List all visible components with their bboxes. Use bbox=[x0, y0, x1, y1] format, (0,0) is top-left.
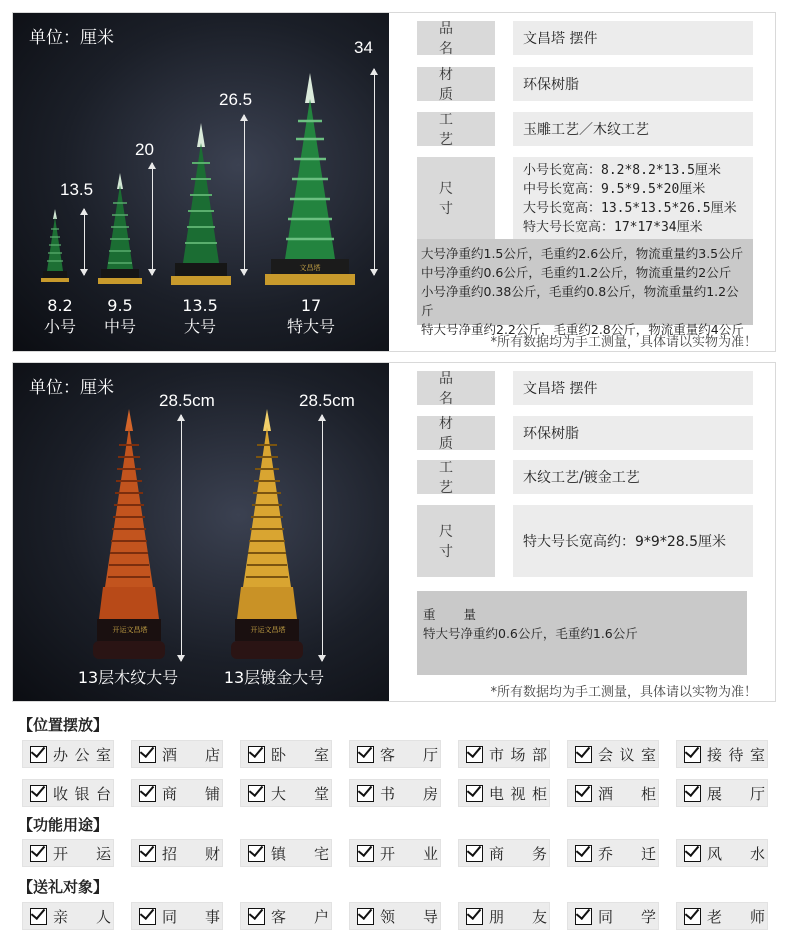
spec-label: 材质 bbox=[417, 416, 495, 450]
weight-line: 特大号净重约2.2公斤，毛重约2.8公斤，物流重量约4公斤 bbox=[421, 322, 744, 337]
checkbox-label: 乔迁 bbox=[598, 845, 656, 863]
checkbox-label: 开业 bbox=[380, 845, 438, 863]
checkbox-checked-icon[interactable] bbox=[575, 746, 592, 763]
checkbox-item[interactable] bbox=[458, 779, 550, 807]
height-arrow-large bbox=[244, 115, 245, 275]
checkbox-label: 市场部 bbox=[489, 746, 547, 764]
height-arrow-medium bbox=[152, 163, 153, 275]
checkbox-checked-icon[interactable] bbox=[466, 785, 483, 802]
spec-row-material bbox=[417, 416, 753, 450]
checkbox-checked-icon[interactable] bbox=[30, 845, 47, 862]
spec-label: 材质 bbox=[417, 67, 495, 101]
height-label-gold: 28.5cm bbox=[299, 391, 355, 410]
checkbox-item[interactable] bbox=[458, 740, 550, 768]
pagoda-xlarge bbox=[253, 73, 367, 287]
height-label-large: 26.5 bbox=[219, 90, 253, 109]
spec-row-material bbox=[417, 67, 753, 101]
unit-label: 单位：厘米 bbox=[29, 28, 114, 48]
checkbox-checked-icon[interactable] bbox=[357, 746, 374, 763]
checkbox-label: 朋友 bbox=[489, 908, 547, 926]
checkbox-item[interactable] bbox=[676, 902, 768, 930]
checkbox-label: 酒店 bbox=[162, 746, 220, 764]
height-label-xlarge: 34 bbox=[354, 38, 373, 57]
spec-value: 木纹工艺/镀金工艺 bbox=[513, 460, 753, 494]
height-label-medium: 20 bbox=[135, 140, 154, 159]
checkbox-item[interactable] bbox=[131, 839, 223, 867]
checkbox-label: 客户 bbox=[271, 908, 329, 926]
checkbox-item[interactable] bbox=[131, 779, 223, 807]
spec-label: 尺寸 bbox=[417, 157, 495, 239]
checkbox-item[interactable] bbox=[567, 740, 659, 768]
checkbox-item[interactable] bbox=[567, 839, 659, 867]
checkbox-label: 大堂 bbox=[271, 785, 329, 803]
checkbox-item[interactable] bbox=[567, 902, 659, 930]
spec-label: 工艺 bbox=[417, 112, 495, 146]
section-title-placement: 【位置摆放】 bbox=[18, 716, 109, 734]
size-large bbox=[175, 295, 225, 337]
unit-label: 单位：厘米 bbox=[29, 378, 114, 398]
size-small bbox=[35, 295, 85, 337]
checkbox-checked-icon[interactable] bbox=[357, 845, 374, 862]
checkbox-item[interactable] bbox=[458, 902, 550, 930]
size-name-small: 小号 bbox=[43, 317, 76, 336]
spec-value: 文昌塔 摆件 bbox=[513, 371, 753, 405]
size-name-large: 大号 bbox=[183, 317, 216, 336]
checkbox-checked-icon[interactable] bbox=[248, 746, 265, 763]
weight-line: 特大号净重约0.6公斤，毛重约1.6公斤 bbox=[423, 626, 638, 641]
size-line: 中号长宽高：9.5*9.5*20厘米 bbox=[523, 182, 706, 197]
checkbox-item[interactable] bbox=[240, 839, 332, 867]
checkbox-item[interactable] bbox=[240, 779, 332, 807]
checkbox-checked-icon[interactable] bbox=[248, 845, 265, 862]
section-title-gift: 【送礼对象】 bbox=[18, 878, 109, 896]
spec-label: 尺寸 bbox=[417, 505, 495, 577]
size-name-medium: 中号 bbox=[103, 317, 136, 336]
height-arrow-xlarge bbox=[374, 69, 375, 275]
pagoda-plaque-gold: 开运文昌塔 bbox=[250, 626, 286, 634]
checkbox-checked-icon[interactable] bbox=[684, 908, 701, 925]
spec-value: 环保树脂 bbox=[513, 416, 753, 450]
weight-line: 大号净重约1.5公斤，毛重约2.6公斤，物流重量约3.5公斤 bbox=[421, 246, 744, 261]
checkbox-label: 卧室 bbox=[271, 746, 329, 764]
checkbox-label: 酒柜 bbox=[598, 785, 656, 803]
pagoda-plaque-wood: 开运文昌塔 bbox=[112, 626, 148, 634]
spec-label: 品名 bbox=[417, 371, 495, 405]
spec-value: 玉雕工艺／木纹工艺 bbox=[513, 112, 753, 146]
caption-wood: 13层木纹大号 bbox=[77, 668, 179, 687]
spec-row-name bbox=[417, 21, 753, 55]
spec-value-size bbox=[513, 157, 753, 239]
height-arrow-gold bbox=[322, 415, 323, 661]
spec-row-craft bbox=[417, 460, 753, 494]
weight-title: 重量 bbox=[423, 607, 505, 622]
product-panel-jade bbox=[12, 12, 776, 352]
spec-value: 特大号长宽高约：9*9*28.5厘米 bbox=[513, 505, 753, 577]
checkbox-label: 同事 bbox=[162, 908, 220, 926]
weight-box-wood-gold bbox=[417, 591, 747, 675]
checkbox-item[interactable] bbox=[676, 779, 768, 807]
checkbox-checked-icon[interactable] bbox=[357, 785, 374, 802]
checkbox-label: 同学 bbox=[598, 908, 656, 926]
checkbox-label: 展厅 bbox=[707, 785, 765, 803]
checkbox-checked-icon[interactable] bbox=[30, 785, 47, 802]
checkbox-item[interactable] bbox=[22, 902, 114, 930]
checkbox-checked-icon[interactable] bbox=[575, 845, 592, 862]
checkbox-checked-icon[interactable] bbox=[684, 746, 701, 763]
caption-gold: 13层镀金大号 bbox=[223, 668, 325, 687]
checkbox-label: 招财 bbox=[162, 845, 220, 863]
checkbox-checked-icon[interactable] bbox=[30, 746, 47, 763]
checkbox-checked-icon[interactable] bbox=[248, 785, 265, 802]
weight-line: 小号净重约0.38公斤，毛重约0.8公斤，物流重量约1.2公斤 bbox=[421, 284, 739, 318]
checkbox-item[interactable] bbox=[676, 740, 768, 768]
checkbox-checked-icon[interactable] bbox=[466, 746, 483, 763]
checkbox-item[interactable] bbox=[349, 740, 441, 768]
checkbox-label: 老师 bbox=[707, 908, 765, 926]
checkbox-checked-icon[interactable] bbox=[466, 845, 483, 862]
size-line: 大号长宽高：13.5*13.5*26.5厘米 bbox=[523, 201, 737, 216]
checkbox-label: 领导 bbox=[380, 908, 438, 926]
checkbox-item[interactable] bbox=[240, 902, 332, 930]
checkbox-label: 办公室 bbox=[53, 746, 111, 764]
checkbox-item[interactable] bbox=[458, 839, 550, 867]
height-label-small: 13.5 bbox=[60, 180, 94, 199]
checkbox-label: 书房 bbox=[380, 785, 438, 803]
product-photo-jade bbox=[13, 13, 389, 351]
height-label-wood: 28.5cm bbox=[159, 391, 215, 410]
width-large: 13.5 bbox=[182, 296, 218, 315]
checkbox-label: 亲人 bbox=[53, 908, 111, 926]
height-arrow-wood bbox=[181, 415, 182, 661]
product-photo-wood-gold bbox=[13, 363, 389, 701]
checkbox-checked-icon[interactable] bbox=[139, 845, 156, 862]
size-medium bbox=[95, 295, 145, 337]
spec-row-name bbox=[417, 371, 753, 405]
width-small: 8.2 bbox=[47, 296, 73, 315]
checkbox-label: 商铺 bbox=[162, 785, 220, 803]
checkbox-item[interactable] bbox=[131, 740, 223, 768]
checkbox-label: 商务 bbox=[489, 845, 547, 863]
spec-row-size bbox=[417, 157, 753, 239]
checkbox-item[interactable] bbox=[349, 902, 441, 930]
spec-value: 环保树脂 bbox=[513, 67, 753, 101]
checkbox-checked-icon[interactable] bbox=[139, 746, 156, 763]
checkbox-label: 接待室 bbox=[707, 746, 765, 764]
measurement-note: *所有数据均为手工测量，具体请以实物为准！ bbox=[490, 335, 757, 350]
weight-box-jade bbox=[417, 239, 753, 337]
checkbox-item[interactable] bbox=[567, 779, 659, 807]
checkbox-checked-icon[interactable] bbox=[466, 908, 483, 925]
checkbox-label: 镇宅 bbox=[271, 845, 329, 863]
checkbox-item[interactable] bbox=[22, 779, 114, 807]
checkbox-checked-icon[interactable] bbox=[248, 908, 265, 925]
width-xlarge: 17 bbox=[300, 296, 322, 315]
product-panel-wood-gold bbox=[12, 362, 776, 702]
measurement-note: *所有数据均为手工测量，具体请以实物为准！ bbox=[490, 685, 757, 700]
spec-row-craft bbox=[417, 112, 753, 146]
pagoda-small bbox=[39, 209, 71, 283]
checkbox-checked-icon[interactable] bbox=[684, 845, 701, 862]
checkbox-checked-icon[interactable] bbox=[30, 908, 47, 925]
checkbox-checked-icon[interactable] bbox=[575, 785, 592, 802]
section-title-function: 【功能用途】 bbox=[18, 816, 109, 834]
checkbox-item[interactable] bbox=[349, 839, 441, 867]
pagoda-medium bbox=[93, 173, 147, 285]
height-arrow-small bbox=[84, 209, 85, 275]
checkbox-checked-icon[interactable] bbox=[575, 908, 592, 925]
weight-line: 中号净重约0.6公斤，毛重约1.2公斤，物流重量约2公斤 bbox=[421, 265, 732, 280]
checkbox-label: 客厅 bbox=[380, 746, 438, 764]
pagoda-large bbox=[163, 123, 239, 287]
checkbox-label: 收银台 bbox=[53, 785, 111, 803]
checkbox-checked-icon[interactable] bbox=[357, 908, 374, 925]
checkbox-item[interactable] bbox=[676, 839, 768, 867]
width-medium: 9.5 bbox=[107, 296, 133, 315]
spec-label: 品名 bbox=[417, 21, 495, 55]
size-line: 小号长宽高：8.2*8.2*13.5厘米 bbox=[523, 163, 721, 178]
checkbox-item[interactable] bbox=[22, 740, 114, 768]
spec-label: 工艺 bbox=[417, 460, 495, 494]
size-name-xlarge: 特大号 bbox=[286, 317, 335, 336]
spec-value: 文昌塔 摆件 bbox=[513, 21, 753, 55]
checkbox-label: 电视柜 bbox=[489, 785, 547, 803]
checkbox-item[interactable] bbox=[240, 740, 332, 768]
checkbox-label: 风水 bbox=[707, 845, 765, 863]
spec-row-size bbox=[417, 505, 753, 577]
size-xlarge bbox=[281, 295, 341, 337]
checkbox-item[interactable] bbox=[131, 902, 223, 930]
pagoda-plaque: 文昌塔 bbox=[299, 264, 321, 272]
size-line: 特大号长宽高：17*17*34厘米 bbox=[523, 220, 703, 235]
checkbox-checked-icon[interactable] bbox=[139, 785, 156, 802]
checkbox-item[interactable] bbox=[349, 779, 441, 807]
checkbox-item[interactable] bbox=[22, 839, 114, 867]
checkbox-checked-icon[interactable] bbox=[139, 908, 156, 925]
checkbox-label: 开运 bbox=[53, 845, 111, 863]
checkbox-checked-icon[interactable] bbox=[684, 785, 701, 802]
checkbox-label: 会议室 bbox=[598, 746, 656, 764]
